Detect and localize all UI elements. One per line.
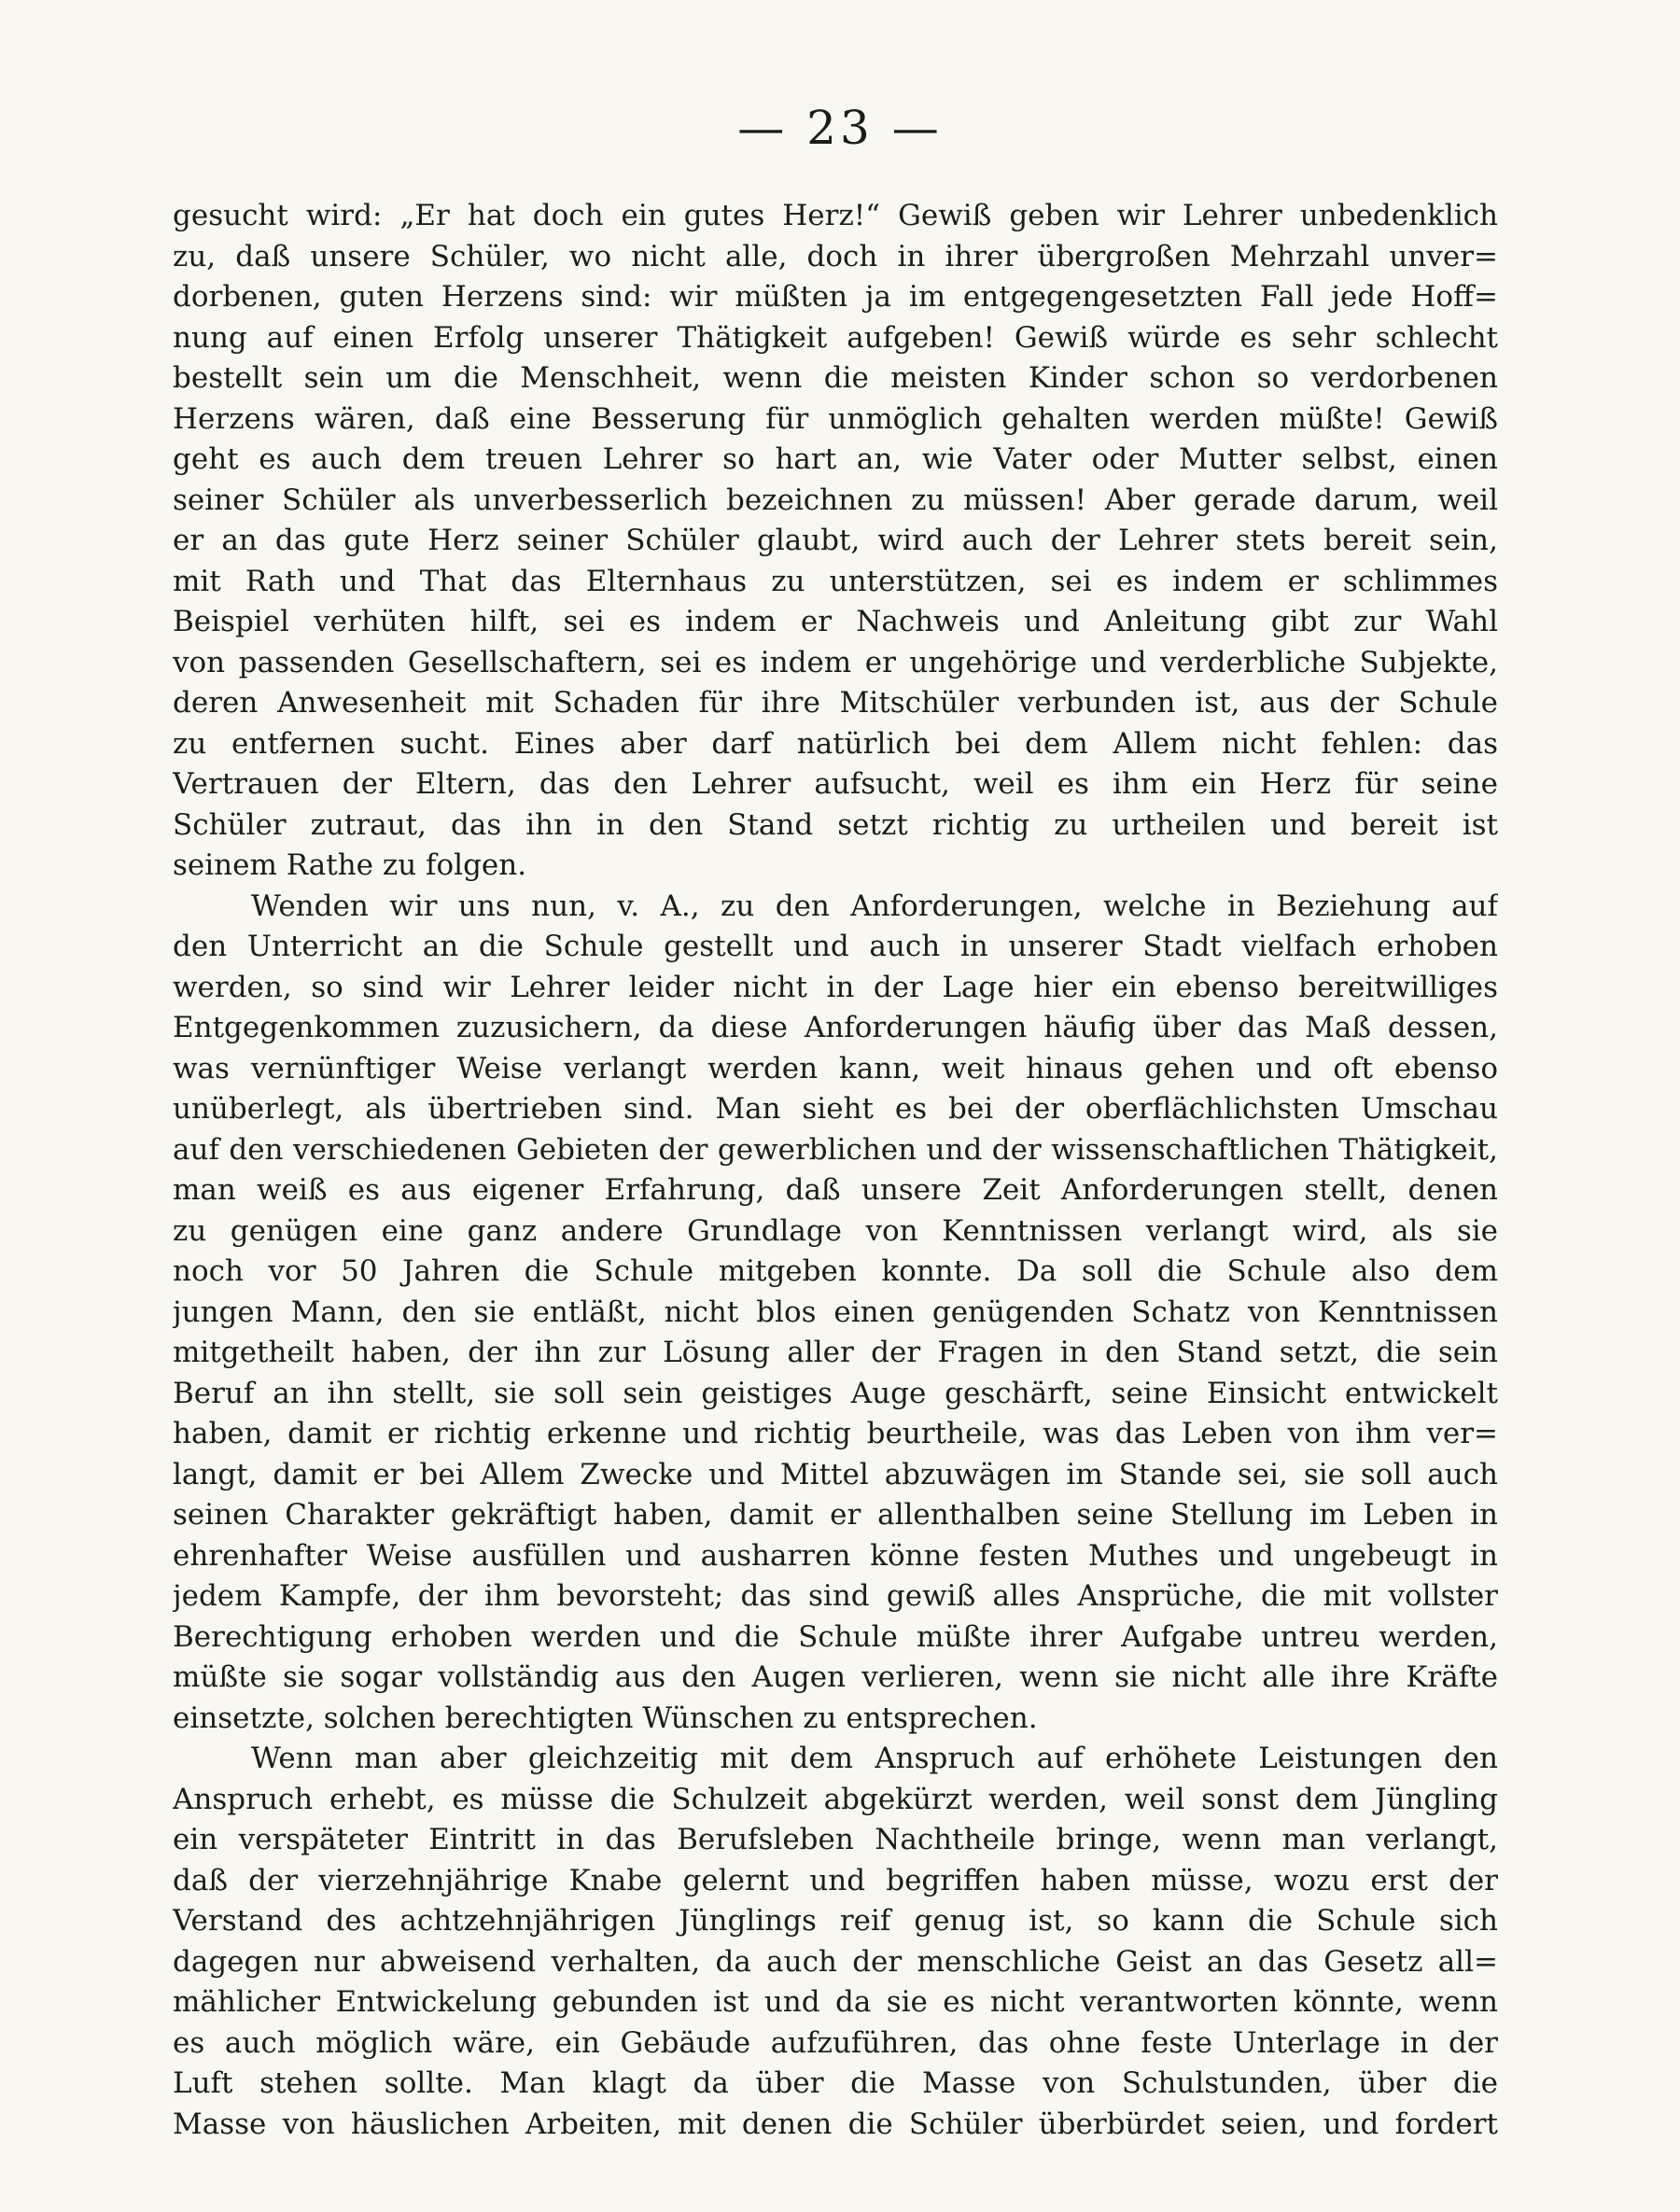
text-line: Wenn man aber gleichzeitig mit dem Anspruch auf erhöhete Leistungen den: [251, 1742, 1498, 1775]
text-line: ehrenhafter Weise ausfüllen und ausharren könne festen Muthes und ungebeugt in: [173, 1538, 1498, 1573]
text-line: Herzens wären, daß eine Besserung für unmöglich gehalten werden müßte! Gewiß: [173, 401, 1498, 436]
text-line: Berechtigung erhoben werden und die Schule müßte ihrer Aufgabe untreu werden,: [173, 1619, 1498, 1654]
text-line: Wenden wir uns nun, v. A., zu den Anforderungen, welche in Beziehung auf: [251, 889, 1498, 923]
page-number: — 23 —: [737, 101, 943, 155]
text-line: Masse von häuslichen Arbeiten, mit denen die Schüler überbürdet seien, und fordert: [173, 2107, 1498, 2141]
text-line: seiner Schüler als unverbesserlich bezeichnen zu müssen! Aber gerade darum, weil: [173, 483, 1498, 517]
text-line: es auch möglich wäre, ein Gebäude aufzuführen, das ohne feste Unterlage in der: [173, 2025, 1498, 2060]
text-line: langt, damit er bei Allem Zwecke und Mittel abzuwägen im Stande sei, sie soll auch: [173, 1457, 1498, 1491]
text-line: mählicher Entwickelung gebunden ist und da sie es nicht verantworten könnte, wenn: [173, 1985, 1498, 2019]
text-line: bestellt sein um die Menschheit, wenn die meisten Kinder schon so verdorbenen: [173, 361, 1498, 395]
text-line: Anspruch erhebt, es müsse die Schulzeit abgekürzt werden, weil sonst dem Jüngling: [173, 1782, 1498, 1816]
text-line: nung auf einen Erfolg unserer Thätigkeit aufgeben! Gewiß würde es sehr schlecht: [173, 320, 1498, 355]
text-line: Beruf an ihn stellt, sie soll sein geistiges Auge geschärft, seine Einsicht entwickelt: [173, 1376, 1498, 1410]
text-line: was vernünftiger Weise verlangt werden kann, weit hinaus gehen und oft ebenso: [173, 1051, 1498, 1085]
text-line: Luft stehen sollte. Man klagt da über die Masse von Schulstunden, über die: [173, 2066, 1498, 2100]
text-line: noch vor 50 Jahren die Schule mitgeben konnte. Da soll die Schule also dem: [173, 1254, 1498, 1288]
text-line: zu entfernen sucht. Eines aber darf natürlich bei dem Allem nicht fehlen: das: [173, 726, 1498, 761]
text-line: Schüler zutraut, das ihn in den Stand setzt richtig zu urtheilen und bereit ist: [173, 807, 1498, 842]
text-line: zu, daß unsere Schüler, wo nicht alle, doch in ihrer übergroßen Mehrzahl unver=: [173, 239, 1498, 273]
text-line: mitgetheilt haben, der ihn zur Lösung aller der Fragen in den Stand setzt, die sein: [173, 1336, 1498, 1369]
text-line: jungen Mann, den sie entläßt, nicht blos einen genügenden Schatz von Kenntnissen: [173, 1295, 1498, 1329]
text-line: unüberlegt, als übertrieben sind. Man sieht es bei der oberflächlichsten Umschau: [173, 1092, 1498, 1126]
text-line: daß der vierzehnjährige Knabe gelernt und begriffen haben müsse, wozu erst der: [173, 1863, 1498, 1897]
text-line: den Unterricht an die Schule gestellt und auch in unserer Stadt vielfach erhoben: [173, 930, 1498, 963]
text-line: haben, damit er richtig erkenne und richtig beurtheile, was das Leben von ihm ver=: [173, 1417, 1498, 1450]
text-line: seinen Charakter gekräftigt haben, damit er allenthalben seine Stellung im Leben in: [173, 1498, 1498, 1532]
text-line: werden, so sind wir Lehrer leider nicht in der Lage hier ein ebenso bereitwilliges: [173, 970, 1498, 1004]
text-line: deren Anwesenheit mit Schaden für ihre Mitschüler verbunden ist, aus der Schule: [173, 686, 1498, 720]
text-line: ein verspäteter Eintritt in das Berufsleben Nachtheile bringe, wenn man verlangt,: [173, 1823, 1498, 1856]
text-line: man weiß es aus eigener Erfahrung, daß unsere Zeit Anforderungen stellt, denen: [173, 1173, 1498, 1207]
text-line: seinem Rathe zu folgen.: [173, 848, 527, 882]
text-line: von passenden Gesellschaftern, sei es indem er ungehörige und verderbliche Subjekte,: [173, 645, 1498, 679]
text-line: mit Rath und That das Elternhaus zu unterstützen, sei es indem er schlimmes: [173, 564, 1498, 598]
text-line: dagegen nur abweisend verhalten, da auch der menschliche Geist an das Gesetz all=: [173, 1944, 1498, 1979]
text-line: müßte sie sogar vollständig aus den Augen verlieren, wenn sie nicht alle ihre Kräfte: [173, 1660, 1498, 1694]
text-line: dorbenen, guten Herzens sind: wir müßten ja im entgegengesetzten Fall jede Hoff=: [173, 280, 1498, 314]
text-line: geht es auch dem treuen Lehrer so hart an, wie Vater oder Mutter selbst, einen: [173, 442, 1498, 476]
text-line: gesucht wird: „Er hat doch ein gutes Herz!“ Gewiß geben wir Lehrer unbedenklich: [173, 199, 1498, 232]
text-line: er an das gute Herz seiner Schüler glaubt, wird auch der Lehrer stets bereit sein,: [173, 524, 1498, 557]
text-line: einsetzte, solchen berechtigten Wünschen zu entsprechen.: [173, 1701, 1038, 1735]
text-line: Entgegenkommen zuzusichern, da diese Anforderungen häufig über das Maß dessen,: [173, 1011, 1498, 1044]
text-line: auf den verschiedenen Gebieten der gewerblichen und der wissenschaftlichen Thätigkeit,: [173, 1132, 1498, 1167]
body-text: [173, 196, 1498, 2145]
text-line: Vertrauen der Eltern, das den Lehrer aufsucht, weil es ihm ein Herz für seine: [173, 767, 1498, 801]
text-line: zu genügen eine ganz andere Grundlage von Kenntnissen verlangt wird, als sie: [173, 1213, 1498, 1248]
text-line: jedem Kampfe, der ihm bevorsteht; das sind gewiß alles Ansprüche, die mit vollster: [173, 1579, 1498, 1613]
text-line: Beispiel verhüten hilft, sei es indem er Nachweis und Anleitung gibt zur Wahl: [173, 605, 1498, 638]
text-line: Verstand des achtzehnjährigen Jünglings reif genug ist, so kann die Schule sich: [173, 1904, 1498, 1938]
